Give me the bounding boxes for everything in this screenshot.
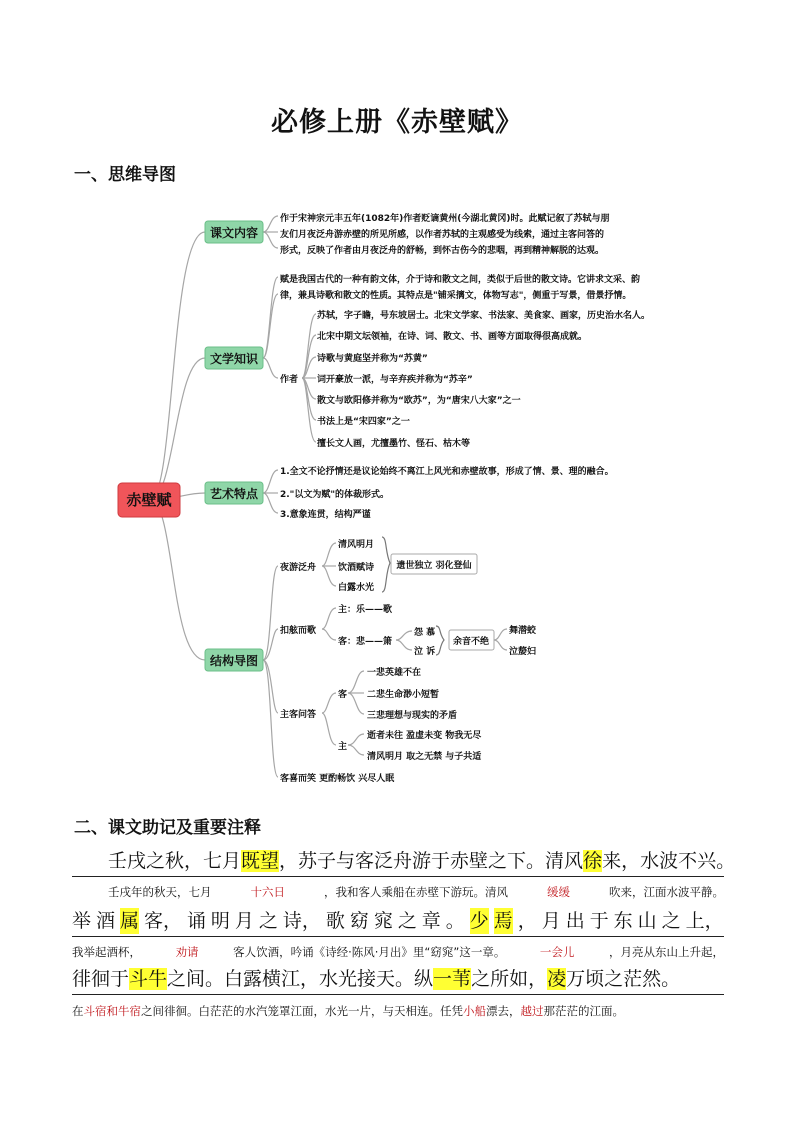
highlight-word: 徐 — [583, 850, 603, 872]
structure-s3-host-item: 逝者未往 盈虚未变 物我无尽 — [367, 731, 482, 741]
content-line: 友们月夜泛舟游赤壁的所见所感，以作者苏轼的主观感受为线索，通过主客问答的 — [280, 230, 605, 240]
highlight-word: 凌 — [547, 968, 567, 990]
structure-s3-guest-item: 二悲生命渺小短暂 — [367, 690, 440, 700]
art-item: 2."以文为赋"的体裁形式。 — [280, 490, 390, 500]
branch-label-art: 艺术特点 — [209, 487, 259, 501]
highlight-word: 少 — [469, 910, 489, 932]
translation-line: 我举起酒杯， 劝请 客人饮酒，吟诵《诗经·陈风·月出》里“窈窕”这一章。 一会儿 ，月亮从东山上升起， — [72, 942, 724, 962]
author-item: 散文与欧阳修并称为“欧苏”，为“唐宋八大家”之一 — [317, 396, 521, 406]
branch-label-knowledge: 文学知识 — [209, 352, 259, 366]
structure-s2-host: 主：乐——歌 — [338, 605, 393, 615]
structure-s1-label: 夜游泛舟 — [280, 563, 317, 573]
page-title: 必修上册《赤壁赋》 — [271, 107, 523, 138]
structure-s2-effect-item: 泣嫠妇 — [509, 647, 537, 657]
structure-s4: 客喜而笑 更酌畅饮 兴尽人眠 — [280, 774, 395, 784]
structure-s2-feeling: 泣 诉 — [414, 647, 436, 657]
annotation-word: 斗宿和牛宿 — [83, 1004, 141, 1018]
structure-s2-effect-item: 舞潜蛟 — [509, 626, 537, 636]
structure-s3-guest-item: 三悲理想与现实的矛盾 — [367, 711, 458, 721]
annotation-word: 越过 — [520, 1004, 544, 1018]
highlight-word: 既望 — [241, 850, 280, 872]
structure-s2-feeling: 怨 慕 — [414, 628, 436, 638]
fu-line: 律，兼具诗歌和散文的性质。其特点是"铺采摛文，体物写志"，侧重于写景，借景抒情。 — [280, 291, 632, 301]
highlight-word: 一苇 — [433, 968, 472, 990]
structure-s1-item: 清风明月 — [338, 540, 375, 550]
structure-s2-guest: 客：悲——箫 — [338, 637, 393, 647]
structure-s3-guest-item: 一悲英雄不在 — [367, 668, 422, 678]
original-text-line: 举 酒 属 客， 诵 明 月 之 诗， 歌 窈 窕 之 章 。 少 焉 ， 月 出 于 东 山 之 上， — [72, 908, 724, 937]
highlight-word: 焉 — [493, 910, 513, 932]
translation-line: 壬戌年的秋天，七月 十六日 ，我和客人乘船在赤壁下游玩。清风 缓缓 吹来，江面水波平静。 — [72, 882, 724, 902]
root-label: 赤壁赋 — [126, 491, 172, 509]
highlight-word: 斗牛 — [129, 968, 168, 990]
content-line: 作于宋神宗元丰五年(1082年)作者贬谪黄州(今湖北黄冈)时。此赋记叙了苏轼与朋 — [280, 214, 610, 224]
author-item: 苏轼，字子瞻，号东坡居士。北宋文学家、书法家、美食家、画家，历史治水名人。 — [317, 311, 651, 321]
fu-line: 赋是我国古代的一种有韵文体，介于诗和散文之间，类似于后世的散文诗。它讲求文采、韵 — [280, 275, 641, 285]
structure-s1-item: 饮酒赋诗 — [338, 563, 375, 573]
structure-s3-host-item: 清风明月 取之无禁 与子共适 — [367, 752, 482, 762]
annotation-word: 小船 — [463, 1004, 486, 1018]
content-line: 形式，反映了作者由月夜泛舟的舒畅，到怀古伤今的悲咽，再到精神解脱的达观。 — [280, 246, 605, 256]
author-item: 擅长文人画，尤擅墨竹、怪石、枯木等 — [317, 439, 471, 449]
branch-label-content: 课文内容 — [209, 226, 259, 240]
translation-line: 在斗宿和牛宿之间徘徊。白茫茫的水汽笼罩江面，水光一片，与天相连。任凭小船漂去，越过那茫茫的江面。 — [72, 1004, 624, 1018]
author-item: 诗歌与黄庭坚并称为“苏黄” — [317, 354, 428, 364]
highlight-word: 属 — [119, 910, 139, 932]
structure-s1-item: 白露水光 — [338, 583, 375, 593]
mind-map — [0, 200, 794, 790]
art-item: 1.全文不论抒情还是议论始终不离江上风光和赤壁故事，形成了情、景、理的融合。 — [280, 467, 614, 477]
section-heading-mindmap: 一、思维导图 — [74, 165, 176, 185]
section-heading-text: 二、课文助记及重要注释 — [74, 818, 261, 838]
structure-s3-host: 主 — [338, 742, 348, 752]
author-item: 词开豪放一派，与辛弃疾并称为“苏辛” — [317, 375, 473, 385]
original-text-line: 壬戌之秋，七月既望，苏子与客泛舟游于赤壁之下。清风徐来，水波不兴。 — [72, 848, 724, 877]
structure-s3-label: 主客问答 — [280, 710, 317, 720]
structure-s3-guest: 客 — [338, 690, 348, 700]
author-item: 北宋中期文坛领袖，在诗、词、散文、书、画等方面取得很高成就。 — [317, 332, 588, 342]
structure-s2-effect: 余音不绝 — [452, 637, 490, 647]
branch-label-structure: 结构导图 — [209, 654, 259, 668]
author-item: 书法上是“宋四家”之一 — [317, 417, 410, 427]
annotation-word: 十六日 — [250, 885, 285, 899]
structure-s2-label: 扣舷而歌 — [280, 626, 317, 636]
author-label: 作者 — [280, 375, 299, 385]
annotation-word: 缓缓 — [547, 885, 570, 899]
structure-s1-result: 遗世独立 羽化登仙 — [396, 561, 472, 571]
art-item: 3.意象连贯，结构严谨 — [280, 510, 371, 520]
original-text-line: 徘徊于斗牛之间。白露横江，水光接天。纵一苇之所如，凌万顷之茫然。 — [72, 966, 724, 995]
annotation-word: 一会儿 — [539, 945, 575, 959]
annotation-word: 劝请 — [175, 945, 199, 959]
